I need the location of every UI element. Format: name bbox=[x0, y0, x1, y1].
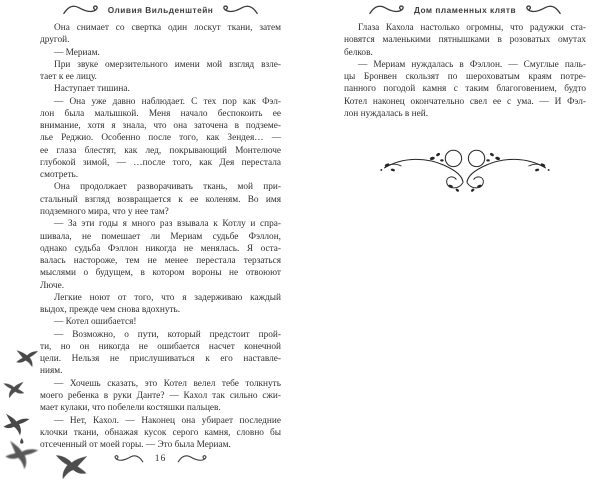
text-line: — Мериам. bbox=[54, 47, 100, 58]
right-running-head bbox=[344, 3, 586, 17]
right-page-text bbox=[344, 22, 586, 120]
right-page[interactable] bbox=[344, 0, 586, 484]
text-line: валась настороже, тем не менее перестала терзаться bbox=[40, 256, 281, 267]
paragraph bbox=[344, 59, 586, 120]
paragraph bbox=[40, 415, 281, 452]
text-line: ти, но он никогда не ошибается насчет конечной bbox=[40, 341, 281, 352]
floral-ornament-icon bbox=[377, 144, 553, 194]
text-line: Наступает тишина. bbox=[54, 84, 130, 95]
text-line: однако судьба Фэллон никогда не менялась. Я оста- bbox=[40, 243, 281, 254]
swash-flourish-icon bbox=[221, 4, 259, 16]
text-line: выдох, прежде чем снова вдохнуть. bbox=[40, 305, 181, 316]
ink-bird-icon bbox=[13, 343, 42, 374]
paragraph bbox=[40, 47, 281, 59]
ink-bird-icon bbox=[0, 377, 28, 403]
text-line: мыслями о будущем, в котором вороны не отвоюют bbox=[40, 268, 281, 279]
text-line: смотреть. bbox=[40, 170, 79, 181]
text-line: Глаза Кахола настолько огромны, что радужки ста- bbox=[358, 23, 586, 33]
text-line: шивала, не помешает ли Мериам судьбе Фэллон, bbox=[40, 231, 281, 242]
left-running-head bbox=[40, 3, 281, 17]
text-line: подземного мира, что у нее там? bbox=[40, 206, 169, 217]
text-line: лье Реджио. Особенно после того, как Зендея… — bbox=[40, 133, 281, 144]
text-line: цели. Нельзя не прислушиваться к его наставле- bbox=[40, 354, 281, 365]
page-number: 16 bbox=[154, 453, 167, 464]
text-line: лон нуждалась в ней. bbox=[344, 108, 429, 119]
text-line: ее глаза блестят, как лед, покрывающий Монтелюче bbox=[40, 145, 281, 156]
left-page-text bbox=[40, 22, 281, 451]
paragraph bbox=[40, 218, 281, 292]
paragraph bbox=[40, 181, 281, 218]
text-line: — Нет, Кахол. — Наконец она убирает последние bbox=[54, 415, 281, 426]
text-line: Котел наконец окончательно свел ее с ума. — И Фэл- bbox=[344, 96, 586, 107]
text-line: — Котел ошибается! bbox=[54, 317, 137, 328]
text-line: — Возможно, о пути, который предстоит прой- bbox=[54, 329, 281, 340]
text-line: белков. bbox=[344, 47, 373, 58]
text-line: Легкие ноют от того, что я задерживаю каждый bbox=[54, 292, 281, 303]
text-line: клочки ткани, обнажая кусок серого камня, словно бы bbox=[40, 427, 281, 438]
paragraph bbox=[40, 378, 281, 415]
swash-flourish-icon bbox=[176, 454, 209, 464]
text-line: глубокой зимой, — …после того, как Дея перестала bbox=[40, 157, 281, 168]
paragraph bbox=[40, 83, 281, 95]
author-running-title: Оливия Вильденштейн bbox=[107, 5, 214, 15]
left-page[interactable] bbox=[40, 0, 281, 484]
swash-flourish-icon bbox=[368, 4, 406, 16]
text-line: — Хочешь сказать, это Котел велел тебе толкнуть bbox=[54, 378, 281, 389]
paragraph bbox=[40, 96, 281, 182]
text-line: Она продолжает разворачивать ткань, мой при- bbox=[54, 182, 281, 193]
text-line: моего ребенка в руки Данте? — Кахол так сильно сжи- bbox=[40, 390, 281, 401]
text-line: тает к ее лицу. bbox=[40, 72, 97, 83]
ink-bird-icon bbox=[0, 438, 45, 474]
text-line: Люче. bbox=[40, 280, 65, 291]
text-line: лон была малышкой. Меня начало беспокоить ее bbox=[40, 108, 281, 119]
swash-flourish-icon bbox=[112, 454, 145, 464]
text-line: мает кулаки, что побелели костяшки пальцев. bbox=[40, 403, 221, 414]
text-line: — Она уже давно наблюдает. С тех пор как Фэл- bbox=[54, 96, 281, 107]
text-line: другой. bbox=[40, 35, 70, 46]
text-line: внимание, хотя я знала, что она заточена в подземе- bbox=[40, 121, 281, 132]
text-line: цы Бронвен скользят по шероховатым краям потре- bbox=[344, 72, 586, 83]
book-running-title: Дом пламенных клятв bbox=[413, 5, 517, 15]
paragraph bbox=[40, 59, 281, 84]
text-line: новятся маленькими пятнышками в розоватых омутах bbox=[344, 35, 586, 46]
swash-flourish-icon bbox=[524, 4, 562, 16]
swash-flourish-icon bbox=[62, 4, 100, 16]
text-line: стальный взгляд возвращается к ее коленям. Во имя bbox=[40, 194, 281, 205]
paragraph bbox=[40, 329, 281, 378]
text-line: отсеченный от моей горы. — Это была Мериам. bbox=[40, 440, 231, 451]
text-line: При звуке омерзительного имени мой взгляд взле- bbox=[54, 59, 281, 70]
paragraph bbox=[40, 292, 281, 317]
text-line: — Мериам нуждалась в Фэллон. — Смуглые паль- bbox=[358, 59, 586, 70]
text-line: ниям. bbox=[40, 366, 63, 377]
paragraph bbox=[40, 22, 281, 47]
text-line: — За эти годы я много раз взывала к Котлу и спра- bbox=[54, 219, 281, 230]
paragraph bbox=[344, 22, 586, 59]
paragraph bbox=[40, 316, 281, 328]
text-line: Она снимает со свертка один лоскут ткани, затем bbox=[54, 23, 281, 33]
text-line: панного погодой камня с таким благоговением, будто bbox=[344, 84, 586, 95]
